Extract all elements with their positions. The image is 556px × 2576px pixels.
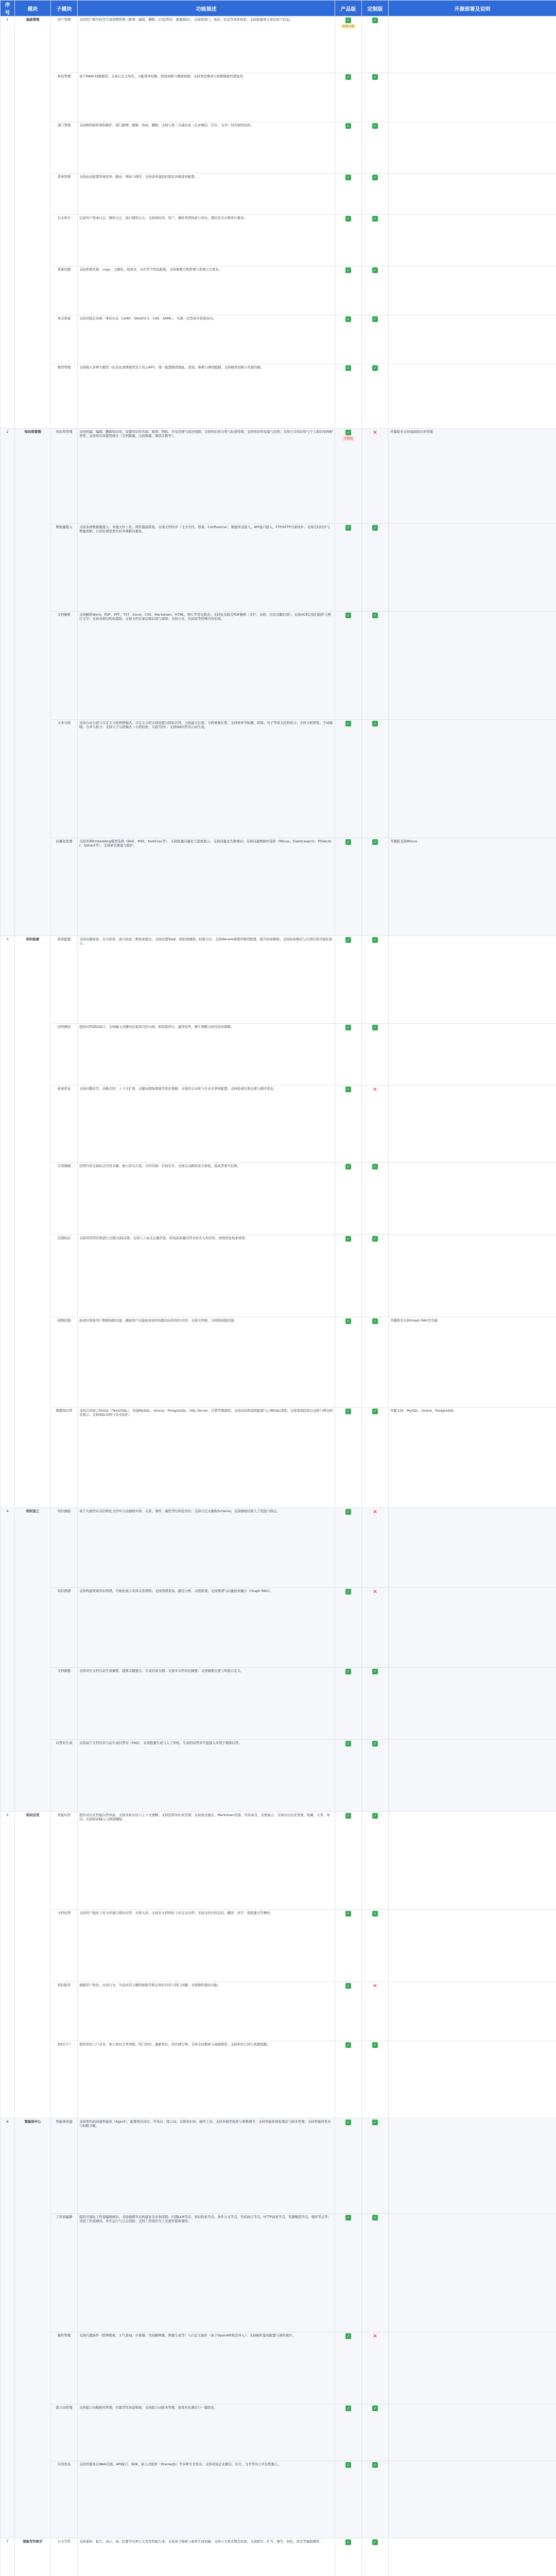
description-cell[interactable]: 根据用户角色、历史行为、当前对话主题智能推荐相关知识内容与热门问题；支持猜你想问功能。	[78, 1982, 335, 2041]
custom-edition-cell[interactable]	[362, 1668, 389, 1740]
check-icon: ✓	[345, 2042, 351, 2048]
submodule-cell[interactable]: 引用溯源	[51, 1163, 78, 1235]
product-edition-cell[interactable]	[335, 1588, 362, 1668]
check-icon: ✓	[372, 1409, 378, 1414]
deployment-note-cell[interactable]	[389, 266, 556, 315]
custom-edition-cell[interactable]	[362, 2041, 389, 2119]
deployment-note-cell[interactable]	[389, 174, 556, 215]
description-cell[interactable]: 提供问答调试窗口，支持输入问题实时查看召回分段、相似度得分、最终回答，便于调整分段及检索策略。	[78, 1024, 335, 1086]
product-edition-cell[interactable]	[335, 1235, 362, 1317]
table-row[interactable]	[1, 429, 556, 524]
check-icon: ✓	[372, 2120, 378, 2125]
submodule-cell[interactable]: 反馈标注	[51, 1235, 78, 1317]
description-cell[interactable]: 支持自动分段与自定义分段两种模式；自定义分段支持设置分段标识符、分段最大长度、分段重叠长度；支持按章节标题、段落、句子等语义结构切分；支持分段预览、手动编辑、合并与拆分；支持父子分段模式（小段检索、大段召回）；支持QA问答对自动生成。	[78, 720, 335, 838]
table-row[interactable]	[1, 122, 556, 174]
deployment-note-cell[interactable]: 开源版支持Milvus	[389, 838, 556, 936]
product-edition-cell[interactable]	[335, 936, 362, 1024]
col-header-module[interactable]: 模块	[15, 1, 51, 16]
custom-edition-cell[interactable]	[362, 2538, 389, 2576]
submodule-cell[interactable]: 知识门户	[51, 2041, 78, 2119]
submodule-cell[interactable]: 日志审计	[51, 215, 78, 266]
product-edition-cell[interactable]	[335, 1508, 362, 1588]
check-icon: ✓	[372, 1318, 378, 1324]
table-row[interactable]	[1, 1408, 556, 1508]
product-edition-cell[interactable]	[335, 2214, 362, 2332]
submodule-cell[interactable]: 知识库管理	[51, 429, 78, 524]
check-icon: ✓	[372, 721, 378, 726]
product-edition-cell[interactable]	[335, 1024, 362, 1086]
description-cell[interactable]: 支持零代码创建智能体（Agent），配置角色设定、开场白、提示词、关联知识库、插件工具；支持多模型选择与参数调节；支持智能体预览调试与版本管理；支持智能体发布与权限分配。	[78, 2119, 335, 2214]
col-header-c2[interactable]: 定制版	[362, 1, 389, 16]
custom-edition-cell[interactable]	[362, 429, 389, 524]
description-cell[interactable]: 提供可视化工作流编排画布，支持拖拽节点构建复杂业务流程；内置LLM节点、知识检索节点、条件分支节点、代码执行节点、HTTP请求节点、变量赋值节点、循环节点等；支持工作流调试、单步运行与日志追踪；支持工作流作为工具被智能体调用。	[78, 2214, 335, 2332]
check-icon: ✓	[372, 74, 378, 80]
table-row[interactable]	[1, 1910, 556, 1982]
deployment-note-cell[interactable]: 开源版本支持Graph RAG等功能	[389, 1317, 556, 1408]
cross-icon: ✕	[372, 1509, 378, 1515]
table-row[interactable]	[1, 1086, 556, 1163]
deployment-note-cell[interactable]	[389, 2404, 556, 2461]
table-row[interactable]	[1, 2538, 556, 2576]
table-row[interactable]	[1, 266, 556, 315]
check-icon: ✓	[345, 1911, 351, 1917]
deployment-note-cell[interactable]	[389, 2119, 556, 2214]
custom-edition-cell[interactable]	[362, 1086, 389, 1163]
check-icon: ✓	[372, 1236, 378, 1242]
table-row[interactable]	[1, 1740, 556, 1812]
description-cell[interactable]: 提供对话式智能问答界面，支持多轮对话与上下文理解；支持选择知识库范围；支持流式输出、Markdown渲染、代码高亮、表格展示；支持对话历史管理、收藏、分享、导出；支持语音输入与朗读播报。	[78, 1812, 335, 1910]
submodule-cell[interactable]: 智能体创建	[51, 2119, 78, 2214]
check-icon: ✓	[345, 123, 351, 129]
check-icon: ✓	[372, 1669, 378, 1674]
product-edition-cell[interactable]	[335, 1668, 362, 1740]
table-row[interactable]	[1, 215, 556, 266]
custom-edition-cell[interactable]	[362, 1024, 389, 1086]
check-icon: ✓	[345, 1236, 351, 1242]
product-edition-cell[interactable]	[335, 1982, 362, 2041]
custom-edition-cell[interactable]	[362, 2461, 389, 2538]
submodule-cell[interactable]: 文本分段	[51, 720, 78, 838]
deployment-note-cell[interactable]	[389, 364, 556, 429]
table-row[interactable]	[1, 73, 556, 122]
check-icon: ✓	[345, 1164, 351, 1170]
deployment-note-cell[interactable]	[389, 73, 556, 122]
product-edition-cell[interactable]	[335, 122, 362, 174]
product-edition-cell[interactable]	[335, 174, 362, 215]
check-icon: ✓	[372, 2539, 378, 2545]
submodule-cell[interactable]: 部门管理	[51, 122, 78, 174]
deployment-note-cell[interactable]	[389, 936, 556, 1024]
submodule-cell[interactable]: 问答对生成	[51, 1740, 78, 1812]
check-icon: ✓	[345, 1589, 351, 1595]
submodule-cell[interactable]: 用户管理	[51, 16, 78, 73]
product-edition-cell[interactable]	[335, 838, 362, 936]
submodule-cell[interactable]: 公文写作	[51, 2538, 78, 2576]
table-body	[1, 16, 556, 2576]
product-edition-cell[interactable]	[335, 73, 362, 122]
description-cell[interactable]: 支持对长文档自动生成摘要、提炼关键要点、生成目录大纲；支持多文档对比摘要；支持摘要长度与风格自定义。	[78, 1668, 335, 1740]
deployment-note-cell[interactable]	[389, 524, 556, 612]
custom-edition-cell[interactable]	[362, 1163, 389, 1235]
product-edition-cell[interactable]	[335, 2119, 362, 2214]
submodule-cell[interactable]: 检索配置	[51, 936, 78, 1024]
table-row[interactable]	[1, 612, 556, 720]
deployment-note-cell[interactable]: 开源支持：MySQL、Oracle、PostgreSQL	[389, 1408, 556, 1508]
table-row[interactable]	[1, 1024, 556, 1086]
table-row[interactable]	[1, 174, 556, 215]
check-icon: ✓	[345, 1087, 351, 1092]
product-edition-cell[interactable]	[335, 364, 362, 429]
description-cell[interactable]: 支持通知、报告、请示、函、纪要等多种公文类型智能生成；支持基于模板与素材生成初稿；支持公文格式规范校验；支持续写、扩写、缩写、润色、改写等编辑操作。	[78, 2538, 335, 2576]
custom-edition-cell[interactable]	[362, 1812, 389, 1910]
description-cell[interactable]: 支持自然语言转SQL（Text2SQL），对接MySQL、Oracle、PostgreSQL、SQL Server、达梦等数据库；支持表结构说明配置与示例SQL训练；支持查询结果以表格与图表形式展示；支持SQL审核与安全防护。	[78, 1408, 335, 1508]
check-icon: ✓	[372, 18, 378, 23]
row-number-cell[interactable]: 6	[1, 2119, 15, 2538]
custom-edition-cell[interactable]	[362, 266, 389, 315]
submodule-cell[interactable]: 检索优化	[51, 1086, 78, 1163]
description-cell[interactable]: 支持问题改写、多路召回、上下文扩展、关键词提取增强等优化策略；支持同义词库与专业术语库配置；支持检索结果去重与排序优化。	[78, 1086, 335, 1163]
custom-edition-cell[interactable]	[362, 838, 389, 936]
check-icon: ✓	[372, 2462, 378, 2468]
table-row[interactable]	[1, 315, 556, 364]
product-edition-cell[interactable]	[335, 315, 362, 364]
product-edition-cell[interactable]	[335, 1317, 362, 1408]
cross-icon: ✕	[372, 429, 378, 436]
check-icon: ✓	[345, 1983, 351, 1989]
description-cell[interactable]: 提供知识门户首页，展示知识分类导航、热门知识、最新知识、知识排行榜；支持全局搜索与高级筛选；支持知识订阅与更新提醒。	[78, 2041, 335, 2119]
custom-edition-cell[interactable]	[362, 1508, 389, 1588]
product-edition-cell[interactable]	[335, 429, 362, 524]
row-number-cell[interactable]: 1	[1, 16, 15, 429]
product-edition-cell[interactable]	[335, 2538, 362, 2576]
description-cell[interactable]: 基于大模型从非结构化文档中自动抽取实体、关系、事件、属性等结构化知识；支持自定义抽取Schema；支持抽取结果人工校验与修正。	[78, 1508, 335, 1588]
custom-edition-cell[interactable]	[362, 315, 389, 364]
submodule-cell[interactable]: 文档问答	[51, 1910, 78, 1982]
deployment-note-cell[interactable]	[389, 2214, 556, 2332]
submodule-cell[interactable]: 角色管理	[51, 73, 78, 122]
module-cell[interactable]: 知识应用	[15, 1812, 51, 2119]
custom-edition-cell[interactable]	[362, 720, 389, 838]
submodule-cell[interactable]: 权限控制	[51, 1317, 78, 1408]
row-number-cell[interactable]: 5	[1, 1812, 15, 2119]
submodule-cell[interactable]: 提示词管理	[51, 2404, 78, 2461]
check-icon: ✓	[345, 2215, 351, 2221]
header-row	[1, 1, 556, 16]
product-edition-cell[interactable]	[335, 1086, 362, 1163]
submodule-cell[interactable]: 文档解析	[51, 612, 78, 720]
description-cell[interactable]: 支持多种数据源接入：本地文件上传、网页链接抓取、在线文档同步（飞书文档、语雀、Confluence）、数据库表接入、API接口接入、FTP/SFTP目录同步；支持定时同步与增量更新，自动识别变更内容并重新向量化。	[78, 524, 335, 612]
description-cell[interactable]: 支持接入多种大模型（私有化部署模型及公有云API），统一配置模型地址、密钥、参数与调用配额，支持模型切换与负载均衡。	[78, 364, 335, 429]
col-header-desc[interactable]: 功能描述	[78, 1, 335, 16]
table-row[interactable]	[1, 720, 556, 838]
table-row[interactable]	[1, 1508, 556, 1588]
submodule-cell[interactable]: 系统设置	[51, 266, 78, 315]
deployment-note-cell[interactable]: 开源版本支持基础知识库管理	[389, 429, 556, 524]
custom-edition-cell[interactable]	[362, 122, 389, 174]
product-edition-cell[interactable]	[335, 1408, 362, 1508]
submodule-cell[interactable]: 向量化处理	[51, 838, 78, 936]
submodule-cell[interactable]: 知识推荐	[51, 1982, 78, 2041]
product-edition-cell[interactable]	[335, 2404, 362, 2461]
deployment-note-cell[interactable]	[389, 1740, 556, 1812]
description-cell[interactable]: 支持树形组织架构维护，部门新增、编辑、移动、删除，支持与第三方通讯录（企业微信、钉钉、飞书）同步组织结构。	[78, 122, 335, 174]
product-edition-cell[interactable]	[335, 215, 362, 266]
submodule-cell[interactable]: 知识图谱	[51, 1588, 78, 1668]
deployment-note-cell[interactable]	[389, 720, 556, 838]
check-icon: ✓	[345, 613, 351, 618]
custom-edition-cell[interactable]	[362, 215, 389, 266]
product-edition-cell[interactable]	[335, 2041, 362, 2119]
submodule-cell[interactable]: 知识抽取	[51, 1508, 78, 1588]
check-icon: ✓	[345, 74, 351, 80]
product-edition-cell[interactable]	[335, 266, 362, 315]
check-icon: ✓	[345, 1318, 351, 1324]
description-cell[interactable]: 支持用户临时上传文档进行即时问答，无需入库；支持多文档同时上传交叉问答；支持文档内容总结、翻译、改写、提取要点等操作。	[78, 1910, 335, 1982]
submodule-cell[interactable]: 文档摘要	[51, 1668, 78, 1740]
submodule-cell[interactable]: 智能问答	[51, 1812, 78, 1910]
custom-edition-cell[interactable]	[362, 1408, 389, 1508]
check-icon: ✓	[345, 2120, 351, 2125]
check-icon: ✓	[372, 175, 378, 180]
description-cell[interactable]: 记录用户登录日志、操作日志、接口调用日志，支持按时间、用户、操作类型检索与导出，满足安全合规审计要求。	[78, 215, 335, 266]
module-cell[interactable]: 知识库管理	[15, 429, 51, 936]
module-cell[interactable]: 知识加工	[15, 1508, 51, 1812]
custom-edition-cell[interactable]	[362, 16, 389, 73]
deployment-note-cell[interactable]	[389, 1508, 556, 1588]
check-icon: ✓	[345, 430, 351, 435]
submodule-cell[interactable]: 数据库问答	[51, 1408, 78, 1508]
check-icon: ✓	[345, 175, 351, 180]
custom-edition-cell[interactable]	[362, 174, 389, 215]
custom-edition-cell[interactable]	[362, 2119, 389, 2214]
deployment-note-cell[interactable]	[389, 215, 556, 266]
check-icon: ✓	[345, 839, 351, 845]
deployment-note-cell[interactable]	[389, 1812, 556, 1910]
check-icon: ✓	[345, 365, 351, 371]
table-row[interactable]	[1, 936, 556, 1024]
submodule-cell[interactable]: 菜单管理	[51, 174, 78, 215]
custom-edition-cell[interactable]	[362, 2332, 389, 2404]
deployment-note-cell[interactable]	[389, 1086, 556, 1163]
custom-edition-cell[interactable]	[362, 1235, 389, 1317]
check-icon: ✓	[372, 123, 378, 129]
custom-edition-cell[interactable]	[362, 1910, 389, 1982]
col-header-note[interactable]: 开源部署及说明	[389, 1, 556, 16]
edition-tag: 开源版	[342, 436, 354, 441]
check-icon: ✓	[345, 1025, 351, 1030]
module-cell[interactable]: 基座管理	[15, 16, 51, 429]
table-row[interactable]	[1, 1588, 556, 1668]
check-icon: ✓	[345, 721, 351, 726]
check-icon: ✓	[372, 1911, 378, 1917]
row-number-cell[interactable]: 2	[1, 429, 15, 936]
custom-edition-cell[interactable]	[362, 2404, 389, 2461]
col-header-no[interactable]: 序号	[1, 1, 15, 16]
row-number-cell[interactable]: 3	[1, 936, 15, 1508]
check-icon: ✓	[372, 2405, 378, 2411]
deployment-note-cell[interactable]	[389, 1163, 556, 1235]
description-cell[interactable]: 支持系统名称、Logo、主题色、登录页、水印等个性化配置，支持参数字典管理与系统公告发布。	[78, 266, 335, 315]
custom-edition-cell[interactable]	[362, 1740, 389, 1812]
deployment-note-cell[interactable]	[389, 16, 556, 73]
col-header-c1[interactable]: 产品版	[335, 1, 362, 16]
module-cell[interactable]: 智能体中心	[15, 2119, 51, 2538]
check-icon: ✓	[345, 2462, 351, 2468]
check-icon: ✓	[345, 18, 351, 23]
deployment-note-cell[interactable]	[389, 1588, 556, 1668]
check-icon: ✓	[372, 2042, 378, 2048]
description-cell[interactable]: 支持对接企业统一身份认证（LDAP、OAuth2.0、CAS、SAML），实现一次登录多系统访问。	[78, 315, 335, 364]
check-icon: ✓	[345, 216, 351, 222]
custom-edition-cell[interactable]	[362, 612, 389, 720]
submodule-cell[interactable]: 问答测试	[51, 1024, 78, 1086]
table-row[interactable]	[1, 1317, 556, 1408]
product-edition-cell[interactable]	[335, 524, 362, 612]
custom-edition-cell[interactable]	[362, 364, 389, 429]
check-icon: ✓	[372, 937, 378, 943]
table-row[interactable]	[1, 2332, 556, 2404]
table-row[interactable]	[1, 2041, 556, 2119]
check-icon: ✓	[372, 613, 378, 618]
check-icon: ✓	[345, 316, 351, 322]
submodule-cell[interactable]: 应用发布	[51, 2461, 78, 2538]
custom-edition-cell[interactable]	[362, 1982, 389, 2041]
description-cell[interactable]: 支持用户账号的全生命周期管理（新增、编辑、删除、启用/禁用、重置密码），支持按部门、角色、状态等条件检索，支持批量导入导出用户信息。	[78, 16, 335, 73]
custom-edition-cell[interactable]	[362, 524, 389, 612]
table-row[interactable]	[1, 1812, 556, 1910]
check-icon: ✓	[372, 2215, 378, 2221]
check-icon: ✓	[345, 1741, 351, 1747]
custom-edition-cell[interactable]	[362, 936, 389, 1024]
table-row[interactable]	[1, 838, 556, 936]
check-icon: ✓	[345, 267, 351, 273]
table-row[interactable]	[1, 1982, 556, 2041]
custom-edition-cell[interactable]	[362, 2214, 389, 2332]
description-cell[interactable]: 支持动态配置系统菜单、路由、图标与排序，支持菜单显隐控制及外链菜单配置。	[78, 174, 335, 215]
cross-icon: ✕	[372, 1982, 378, 1989]
submodule-cell[interactable]: 模型管理	[51, 364, 78, 429]
check-icon: ✓	[372, 365, 378, 371]
table-row[interactable]	[1, 2404, 556, 2461]
product-edition-cell[interactable]	[335, 1740, 362, 1812]
check-icon: ✓	[372, 1164, 378, 1170]
check-icon: ✓	[372, 1813, 378, 1819]
deployment-note-cell[interactable]	[389, 612, 556, 720]
check-icon: ✓	[345, 1669, 351, 1674]
deployment-note-cell[interactable]	[389, 315, 556, 364]
check-icon: ✓	[372, 525, 378, 531]
submodule-cell[interactable]: 插件管理	[51, 2332, 78, 2404]
product-edition-cell[interactable]	[335, 1163, 362, 1235]
deployment-note-cell[interactable]	[389, 1024, 556, 1086]
check-icon: ✓	[345, 937, 351, 943]
table-row[interactable]	[1, 2119, 556, 2214]
check-icon: ✓	[372, 1741, 378, 1747]
deployment-note-cell[interactable]	[389, 1668, 556, 1740]
cross-icon: ✕	[372, 1588, 378, 1595]
deployment-note-cell[interactable]	[389, 1235, 556, 1317]
check-icon: ✓	[372, 1025, 378, 1030]
deployment-note-cell[interactable]	[389, 2461, 556, 2538]
table-row[interactable]	[1, 2461, 556, 2538]
cross-icon: ✕	[372, 2333, 378, 2340]
table-row[interactable]	[1, 16, 556, 73]
check-icon: ✓	[345, 2405, 351, 2411]
table-row[interactable]	[1, 1668, 556, 1740]
table-row[interactable]	[1, 1235, 556, 1317]
product-edition-cell[interactable]	[335, 1812, 362, 1910]
cross-icon: ✕	[372, 1086, 378, 1093]
description-cell[interactable]: 支持提示词模板库管理，内置常用场景模板；支持提示词版本管理、效果对比测试与一键优化。	[78, 2404, 335, 2461]
check-icon: ✓	[345, 1509, 351, 1515]
product-edition-cell[interactable]	[335, 2332, 362, 2404]
submodule-cell[interactable]: 单点登录	[51, 315, 78, 364]
check-icon: ✓	[345, 1409, 351, 1414]
table-row[interactable]	[1, 2214, 556, 2332]
deployment-note-cell[interactable]	[389, 2041, 556, 2119]
check-icon: ✓	[345, 1813, 351, 1819]
description-cell[interactable]: 支持基于文档内容自动生成问答对（FAQ），支持批量生成与人工审核，生成的问答对可直接入库用于精准问答。	[78, 1740, 335, 1812]
table-row[interactable]	[1, 364, 556, 429]
row-number-cell[interactable]: 7	[1, 2538, 15, 2576]
description-cell[interactable]: 基于RBAC权限模型，支持自定义角色、分配菜单权限、按钮权限与数据权限，支持角色继承与权限模板快速复用。	[78, 73, 335, 122]
submodule-cell[interactable]: 工作流编排	[51, 2214, 78, 2332]
description-cell[interactable]: 支持智能体以Web页面、API接口、SDK、嵌入式组件（iframe/JS）等多种方式发布；支持对接企业微信、钉钉、飞书等办公平台机器人。	[78, 2461, 335, 2538]
custom-edition-cell[interactable]	[362, 1317, 389, 1408]
table-row[interactable]	[1, 1163, 556, 1235]
custom-edition-cell[interactable]	[362, 73, 389, 122]
product-edition-cell[interactable]	[335, 612, 362, 720]
description-cell[interactable]: 支持内置插件（联网搜索、天气查询、计算器、代码解释器、图像生成等）与自定义插件（基于OpenAPI规范导入）；支持插件鉴权配置与调用统计。	[78, 2332, 335, 2404]
check-icon: ✓	[345, 525, 351, 531]
deployment-note-cell[interactable]	[389, 1910, 556, 1982]
table-row[interactable]	[1, 524, 556, 612]
product-edition-cell[interactable]	[335, 2461, 362, 2538]
deployment-note-cell[interactable]	[389, 1982, 556, 2041]
description-cell[interactable]: 支持向量检索、全文检索、混合检索三种检索模式；支持设置TopK、相似度阈值、权重占比；支持Rerank重排序模型配置，提升检索精度；支持检索测试与召回结果可视化展示。	[78, 936, 335, 1024]
description-cell[interactable]: 支持构建领域知识图谱，可视化展示实体关系网络；支持图谱查询、路径分析、关联推理；支持图谱与向量检索融合（Graph RAG）。	[78, 1588, 335, 1668]
col-header-sub[interactable]: 子模块	[51, 1, 78, 16]
description-cell[interactable]: 回答内容支持标注引用来源，展示原文片段、文档名称、页码定位，支持点击跳转原文预览，提高答案可信度。	[78, 1163, 335, 1235]
check-icon: ✓	[345, 2333, 351, 2339]
description-cell[interactable]: 支持创建、编辑、删除知识库，设置知识库名称、描述、图标、可见范围与成员权限；支持知识库分类与标签管理，支持知识库复制与迁移；支持公共知识库与个人知识库两种类型；支持知识库使用统计（文档数量、分段数量、调用次数等）。	[78, 429, 335, 524]
custom-edition-cell[interactable]	[362, 1588, 389, 1668]
description-cell[interactable]: 检索结果按用户数据权限过滤，确保用户仅能检索到有权限访问的知识内容；支持文档级、分段级权限控制。	[78, 1317, 335, 1408]
description-cell[interactable]: 支持解析Word、PDF、PPT、TXT、Excel、CSV、Markdown、HTML、图片等常见格式；支持复杂版式PDF解析（多栏、表格、页眉页脚识别）；支持OCR识别扫描件与图片文字；支持表格结构化提取；支持文档目录层级识别与保留；支持公式、代码块等特殊内容识别。	[78, 612, 335, 720]
product-edition-cell[interactable]	[335, 720, 362, 838]
check-icon: ✓	[372, 316, 378, 322]
description-cell[interactable]: 支持多种Embedding模型选择（BGE、M3E、text2vec等），支持批量向量化与进度展示，支持向量化失败重试；支持向量数据库选择（Milvus、Elasticsearch、PGVector、Qdrant等）；支持索引重建与维护。	[78, 838, 335, 936]
module-cell[interactable]: 知识检索	[15, 936, 51, 1508]
module-cell[interactable]: 智能写作助手	[15, 2538, 51, 2576]
check-icon: ✓	[372, 267, 378, 273]
check-icon: ✓	[372, 216, 378, 222]
submodule-cell[interactable]: 数据源接入	[51, 524, 78, 612]
check-icon: ✓	[372, 839, 378, 845]
row-number-cell[interactable]: 4	[1, 1508, 15, 1812]
deployment-note-cell[interactable]	[389, 2538, 556, 2576]
edition-tag: 基础功能	[340, 24, 356, 29]
product-edition-cell[interactable]	[335, 1910, 362, 1982]
deployment-note-cell[interactable]	[389, 122, 556, 174]
product-edition-cell[interactable]	[335, 16, 362, 73]
deployment-note-cell[interactable]	[389, 2332, 556, 2404]
check-icon: ✓	[345, 2539, 351, 2545]
description-cell[interactable]: 支持对回答结果进行点赞/点踩反馈，支持人工标注正确答案，形成高质量问答对补充入知识库，持续优化检索效果。	[78, 1235, 335, 1317]
